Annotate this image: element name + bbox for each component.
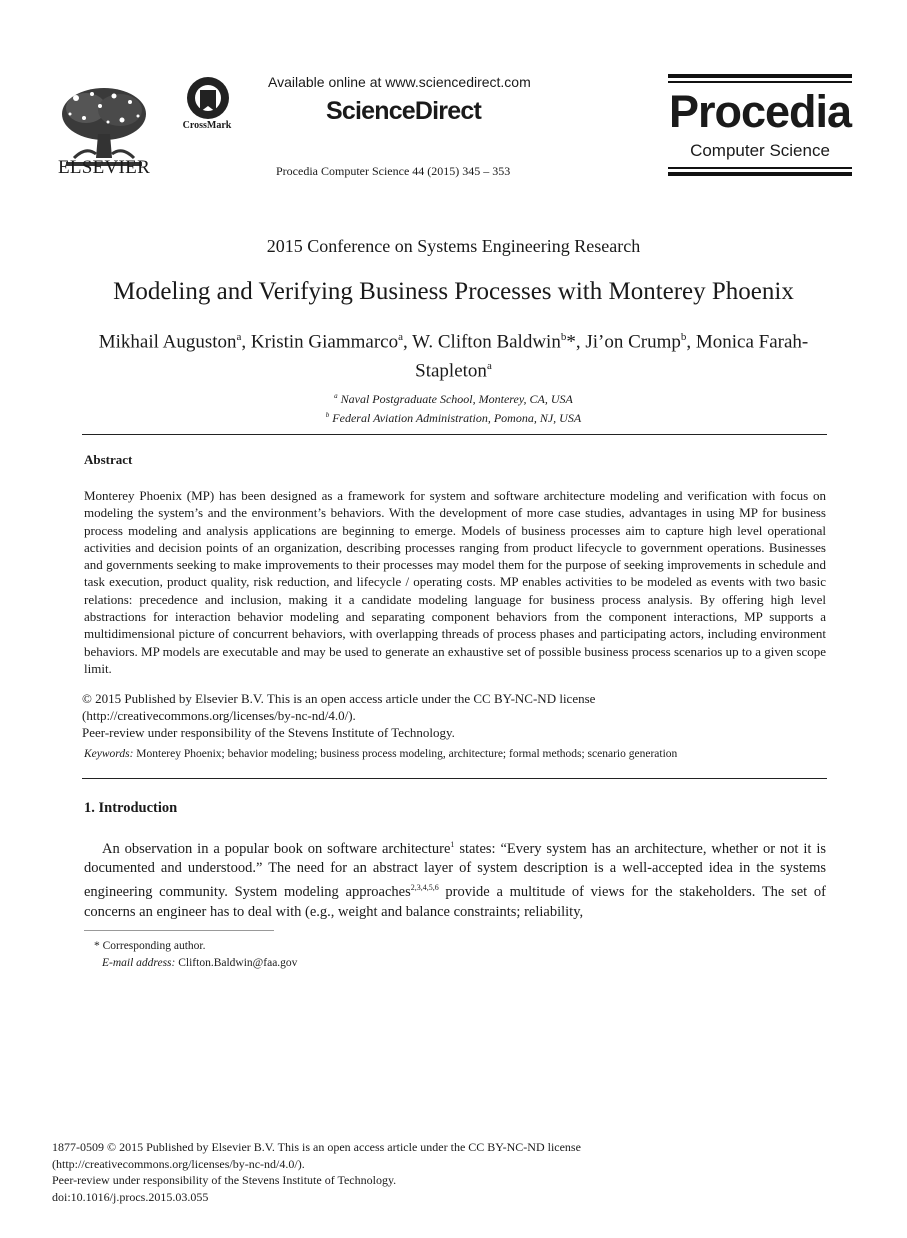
journal-citation: Procedia Computer Science 44 (2015) 345 – 353 bbox=[276, 164, 511, 178]
procedia-brand: Procedia bbox=[668, 86, 852, 137]
email-line bbox=[94, 955, 297, 972]
affiliation-line bbox=[0, 388, 907, 407]
paper-title: Modeling and Verifying Business Processes with Monterey Phoenix bbox=[113, 278, 794, 305]
footer-license-link[interactable]: (http://creativecommons.org/licenses/by-nc-nd/4.0/). bbox=[52, 1156, 305, 1171]
available-online-text: Available online at www.sciencedirect.com bbox=[268, 74, 531, 90]
procedia-subtitle: Computer Science bbox=[690, 141, 830, 160]
issn-line: 1877-0509 © 2015 Published by Elsevier B.V. This is an open access article under the CC BY-NC-ND license bbox=[52, 1140, 581, 1154]
email-label: E-mail address: bbox=[102, 956, 176, 969]
footer-peer-review: Peer-review under responsibility of the Stevens Institute of Technology. bbox=[52, 1173, 397, 1187]
corresponding-mark: * bbox=[566, 331, 576, 353]
author-name: Ji’on Crump bbox=[585, 331, 681, 353]
procedia-top-thin-bar bbox=[668, 81, 852, 83]
introduction-heading: 1. Introduction bbox=[84, 800, 178, 816]
author-name: Kristin Giammarco bbox=[250, 331, 399, 353]
author-name: Monica Farah-Stapleton bbox=[415, 331, 809, 382]
author-name: Mikhail Auguston bbox=[98, 331, 237, 353]
citation-ref[interactable]: 1 bbox=[450, 840, 455, 849]
divider-bottom bbox=[82, 778, 827, 779]
author-affil-mark: a bbox=[398, 331, 403, 343]
abstract-heading: Abstract bbox=[84, 452, 133, 467]
conference-name: 2015 Conference on Systems Engineering Research bbox=[266, 236, 641, 256]
intro-text: states: “Every system has an architecture, whether or not it is documented and understood.” The need for an abstract layer of system description is a well-accepted idea in the systems engineering community. System modeling approaches bbox=[84, 840, 826, 901]
crossmark-label: CrossMark bbox=[182, 120, 232, 131]
citation-ref[interactable]: 2,3,4,5,6 bbox=[410, 883, 439, 893]
affiliation-mark: b bbox=[325, 411, 330, 419]
author-affil-mark: b bbox=[560, 331, 567, 343]
divider-top bbox=[82, 434, 827, 435]
introduction-paragraph bbox=[84, 835, 826, 922]
footnote-divider bbox=[84, 930, 274, 931]
affiliation-mark: a bbox=[334, 392, 338, 400]
author-name: W. Clifton Baldwin bbox=[412, 331, 561, 353]
publication-footer bbox=[52, 1139, 581, 1205]
keywords-line bbox=[84, 748, 826, 760]
copyright-line: © 2015 Published by Elsevier B.V. This is an open access article under the CC BY-NC-ND license bbox=[82, 691, 596, 706]
author-list: Mikhail Auguston$^a$, Kristin Giammarco$^a$, W. Clifton Baldwin$^b$*, Ji’on Crump$^b$, Monica Farah-Stapleton$^a$ bbox=[98, 331, 809, 382]
procedia-bottom-bar bbox=[668, 172, 852, 176]
abstract-body: Monterey Phoenix (MP) has been designed as a framework for system and software architecture modeling and verification with focus on modeling the system’s and the environment’s behaviors. With the development of more case studies, advantages in using MP for business process modeling and analysis applications are beginning to emerge. Models of business processes aim to capture high level operational activities and decision points of an organization, describing processes ranging from product lifecycle to government operations. Businesses and governments seeking to make improvements to their processes may model them for the purpose of seeking improvements in schedule and task execution, product quality, risk reduction, and lifecycle / operating costs. MP enables activities to be modeled as events with two basic relations: precedence and inclusion, making it a candidate modeling language for business process analysis. By offering high level abstractions for interaction behavior modeling and separating component behaviors from the component interactions, MP supports a multidimensional picture of concurrent behaviors, with overlapping threads of process phases and participating actors, including environment behaviors. MP models are executable and may be used to generate an exhaustive set of possible business process scenarios up to a given scope limit. bbox=[84, 488, 826, 676]
procedia-bottom-thin-bar bbox=[668, 167, 852, 169]
publisher-name: ELSEVIER bbox=[57, 157, 151, 178]
affiliations bbox=[0, 388, 907, 426]
author-affil-mark: b bbox=[680, 331, 687, 343]
author-affil-mark: a bbox=[236, 331, 242, 343]
footnote bbox=[94, 938, 297, 971]
corresponding-author-note: * Corresponding author. bbox=[94, 940, 206, 952]
doi-link[interactable]: doi:10.1016/j.procs.2015.03.055 bbox=[52, 1189, 209, 1204]
procedia-top-bar bbox=[668, 74, 852, 78]
peer-review-line: Peer-review under responsibility of the Stevens Institute of Technology. bbox=[82, 725, 455, 740]
copyright-block bbox=[82, 690, 826, 741]
intro-text: provide a multitude of views for the stakeholders. The set of concerns an engineer has to deal with (e.g., weight and balance constraints; reliability, bbox=[84, 884, 826, 920]
affiliation-line bbox=[0, 407, 907, 426]
email-address[interactable]: Clifton.Baldwin@faa.gov bbox=[178, 956, 298, 969]
author-affil-mark: a bbox=[486, 360, 492, 373]
license-link[interactable]: (http://creativecommons.org/licenses/by-nc-nd/4.0/). bbox=[82, 708, 356, 723]
keywords-text: Monterey Phoenix; behavior modeling; business process modeling, architecture; formal methods; scenario generation bbox=[136, 748, 678, 760]
affiliation-text: Naval Postgraduate School, Monterey, CA, USA bbox=[340, 392, 573, 406]
keywords-label: Keywords: bbox=[84, 748, 134, 760]
sciencedirect-brand[interactable]: ScienceDirect bbox=[326, 97, 481, 125]
intro-text: An observation in a popular book on software architecture bbox=[102, 840, 451, 857]
affiliation-text: Federal Aviation Administration, Pomona, NJ, USA bbox=[332, 411, 582, 425]
